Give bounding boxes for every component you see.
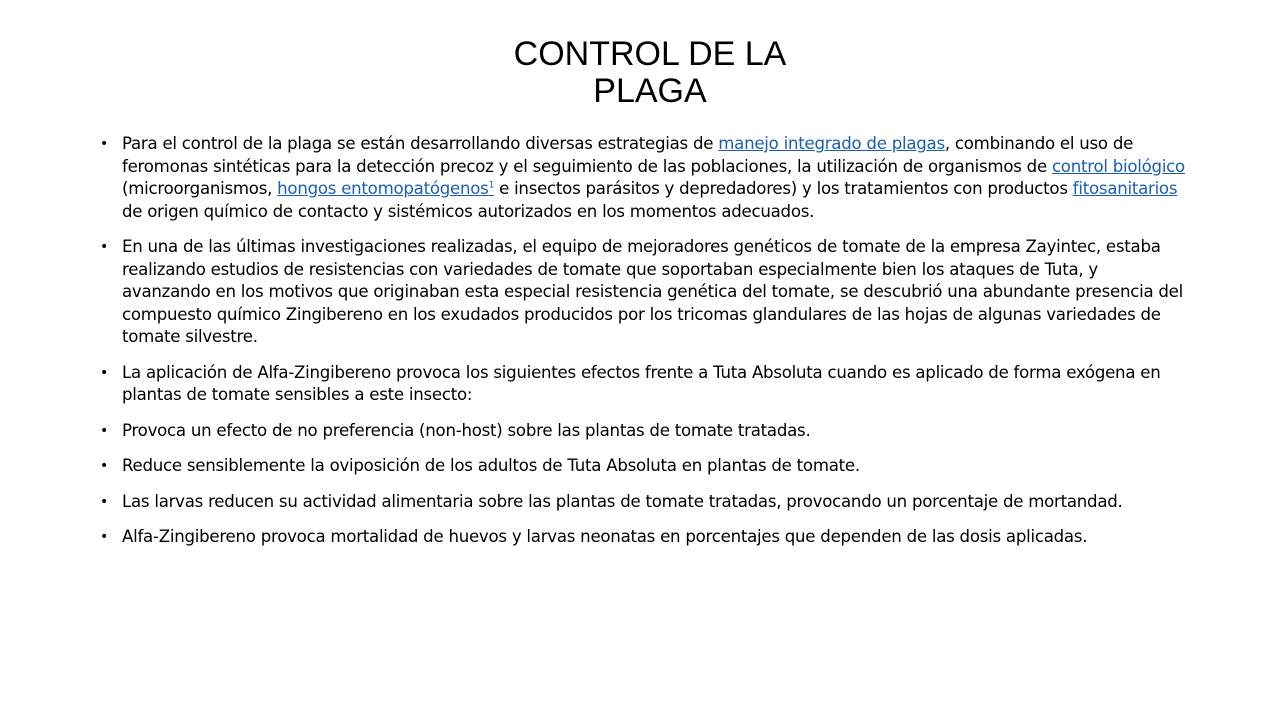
- bullet-5-text: Reduce sensiblemente la oviposición de los adultos de Tuta Absoluta en plantas de tomate.: [122, 456, 860, 475]
- bullet-7-text: Alfa-Zingibereno provoca mortalidad de huevos y larvas neonatas en porcentajes que dependen de las dosis aplicadas.: [122, 527, 1088, 546]
- link-manejo-integrado[interactable]: manejo integrado de plagas: [718, 134, 945, 153]
- bullet-1-text-e: de origen químico de contacto y sistémicos autorizados en los momentos adecuados.: [122, 201, 815, 221]
- bullet-dot-icon: •: [100, 529, 109, 545]
- bullet-item-3: [98, 362, 1190, 407]
- bullet-item-4: [98, 420, 1190, 443]
- bullet-1-text-d: e insectos parásitos y depredadores) y los tratamientos con productos: [494, 179, 1073, 198]
- bullet-dot-icon: •: [100, 239, 109, 255]
- bullet-dot-icon: •: [100, 493, 109, 510]
- slide-title-line-1: CONTROL DE LA: [513, 35, 787, 73]
- bullet-item-6: [98, 491, 1190, 514]
- bullet-item-7: [98, 526, 1190, 549]
- bullet-3-text: La aplicación de Alfa-Zingibereno provoca los siguientes efectos frente a Tuta Absoluta cuando es aplicado de forma exógena en plantas de tomate sensibles a este insecto:: [122, 362, 1161, 404]
- bullet-6-text: Las larvas reducen su actividad alimentaria sobre las plantas de tomate tratadas, provocando un porcentaje de mortandad.: [122, 491, 1123, 511]
- link-control-biologico[interactable]: control biológico: [1051, 156, 1185, 176]
- bullet-item-1: [98, 133, 1190, 223]
- link-hongos-label: hongos entomopatógenos: [277, 179, 489, 198]
- bullet-1-text-c: (microorganismos,: [122, 179, 278, 198]
- bullet-item-5: [98, 455, 1190, 478]
- bullet-1-text-a: Para el control de la plaga se están desarrollando diversas estrategias de: [122, 134, 719, 153]
- slide-title: [400, 36, 900, 110]
- bullet-dot-icon: •: [100, 136, 109, 152]
- bullet-dot-icon: •: [100, 364, 109, 381]
- slide-title-line-2: PLAGA: [593, 72, 707, 110]
- bullet-list: [98, 133, 1190, 562]
- footnote-marker: 1: [488, 180, 495, 191]
- bullet-item-2: [98, 236, 1190, 349]
- bullet-4-text: Provoca un efecto de no preferencia (non-host) sobre las plantas de tomate tratadas.: [122, 420, 811, 440]
- bullet-2-text: En una de las últimas investigaciones realizadas, el equipo de mejoradores genéticos de tomate de la empresa Zayintec, estaba realizando estudios de resistencias con variedades de tomate que soportaban especialmente bien los ataques de Tuta, y avanzando en los motivos que originaban esta especial resistencia genética del tomate, se descubrió una abundante presencia del compuesto químico Zingibereno en los exudados producidos por los tricomas glandulares de las hojas de algunas variedades de tomate silvestre.: [122, 237, 1183, 346]
- bullet-dot-icon: •: [100, 422, 109, 439]
- link-hongos-entomopatogenos[interactable]: [277, 179, 494, 198]
- bullet-dot-icon: •: [100, 458, 109, 474]
- bullet-1-text-b: , combinando el uso de feromonas sintéticas para la detección precoz y el seguimiento de las poblaciones, la utilización de organismos de: [122, 134, 1134, 176]
- link-fitosanitarios[interactable]: fitosanitarios: [1072, 179, 1178, 198]
